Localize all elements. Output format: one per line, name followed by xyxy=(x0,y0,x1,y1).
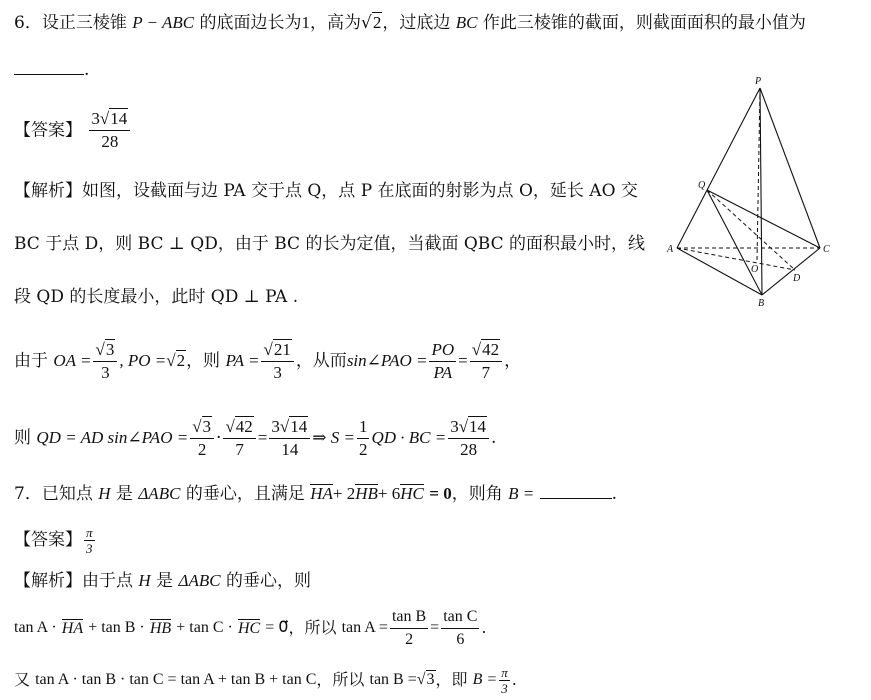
l4f: ，从而 xyxy=(295,351,347,371)
q7-sqrt3: √3 xyxy=(416,671,435,688)
q7c: 的垂心，且满足 xyxy=(185,484,305,504)
q7l2end: . xyxy=(481,618,487,637)
q7l3end: . xyxy=(511,670,517,689)
q7-answer-blank[interactable] xyxy=(540,482,612,499)
q6-answer-blank[interactable] xyxy=(14,58,84,75)
l5b: QD = AD sin∠PAO = xyxy=(36,428,189,447)
q7l1b: H xyxy=(138,571,151,590)
q7a: 已知点 xyxy=(41,484,93,504)
q7d: ，则角 xyxy=(451,484,503,504)
vec-hb: HB xyxy=(355,484,378,503)
q7l3c: ，所以 xyxy=(316,670,365,689)
analysis-label-7: 【解析】 xyxy=(14,571,82,591)
label-o: O xyxy=(751,264,759,275)
q6-analysis-line2 xyxy=(14,233,645,255)
f2: $\frac{√42}{7}$ xyxy=(223,416,255,461)
q6-text-c: ，高为 xyxy=(310,13,361,33)
segment-qd xyxy=(707,190,795,270)
q6-analysis-line5 xyxy=(14,412,496,464)
q7l1a: 由于点 xyxy=(82,571,133,591)
segment-qc xyxy=(707,190,820,248)
q7beq: B = xyxy=(508,484,535,503)
q6-analysis-text2: BC 于点 D，则 BC ⊥ QD，由于 BC 的长为定值，当截面 QBC 的面积最小时，线 xyxy=(14,234,646,254)
q6-answer xyxy=(14,108,132,158)
eq: = xyxy=(257,428,268,447)
segment-po xyxy=(757,88,760,260)
q6-analysis-line1 xyxy=(14,180,638,202)
q6-analysis-line4: 由于 OA = $\frac{√3}{3}$ , PO = √2 ，则 PA = $\frac{√21}{3}$ ，从而 sin∠PAO = $\frac{PO}{PA}$ = $\frac{√42}{7}$ ， xyxy=(14,339,522,382)
vec-ha: HA xyxy=(310,484,333,503)
answer-label-7: 【答案】 xyxy=(14,530,82,550)
q6-number: 6． xyxy=(14,13,42,33)
q7-answer xyxy=(14,522,97,558)
q6-side: 1 xyxy=(301,13,310,32)
q6-pyramid: P − ABC xyxy=(132,13,195,32)
dot: · xyxy=(216,428,222,448)
vec-hc: HC xyxy=(400,484,424,503)
q7l3d: tan B = xyxy=(369,671,417,688)
l4a: 由于 xyxy=(14,351,48,371)
l4e: PA = xyxy=(225,351,260,370)
plus6: + 6 xyxy=(377,484,401,503)
q7l1e: 的垂心，则 xyxy=(226,571,311,591)
l4c: , PO = xyxy=(119,351,167,370)
edge-cb xyxy=(762,248,820,295)
po-pa-ratio: $\frac{PO}{PA}$ xyxy=(431,339,455,382)
q6-analysis-text3: 段 QD 的长度最小，此时 QD ⊥ PA . xyxy=(14,287,299,307)
half: $\frac{1}{2}$ xyxy=(358,416,368,459)
q6-text-d: ，过底边 xyxy=(382,13,451,33)
q7-analysis-line2 xyxy=(14,604,487,652)
l5end: . xyxy=(491,428,497,448)
q7-b-fraction: $\frac{\pi}{3}$ xyxy=(501,664,508,696)
f1: $\frac{√3}{2}$ xyxy=(190,416,214,461)
po-value: √2 xyxy=(166,351,186,370)
q7l2f: tan A = xyxy=(341,619,388,636)
l5c: QD · BC = xyxy=(371,428,447,447)
q7l2e: ，所以 xyxy=(288,618,337,637)
l4d: ，则 xyxy=(186,351,221,371)
q6-answer-fraction: $\frac{3√14}{28}$ xyxy=(89,108,130,153)
pa-fraction: $\frac{√21}{3}$ xyxy=(261,339,293,384)
q6-analysis-text1: 如图，设截面与边 PA 交于点 Q，点 P 在底面的射影为点 O，延长 AO 交 xyxy=(82,181,638,201)
q6-analysis-line3 xyxy=(14,286,298,308)
q7l3a: 又 xyxy=(14,670,31,689)
q6-text-b: 的底面边长为 xyxy=(199,13,302,33)
q6-period: . xyxy=(84,60,90,80)
q7l1c: 是 xyxy=(156,571,174,591)
label-a: A xyxy=(667,244,674,255)
l4b: OA = xyxy=(53,351,92,370)
q7-stem xyxy=(14,482,617,505)
q7l2b: + tan B · xyxy=(88,619,145,636)
edge-pc xyxy=(760,88,820,248)
q6-text-a: 设正三棱锥 xyxy=(41,13,127,33)
q7end: . xyxy=(611,484,618,504)
q7-analysis-line1 xyxy=(14,570,311,592)
label-d: D xyxy=(793,273,801,284)
f3: $\frac{3√14}{14}$ xyxy=(269,416,310,461)
label-q: Q xyxy=(698,180,706,191)
q7-number: 7． xyxy=(14,484,42,504)
oa-fraction: $\frac{√3}{3}$ xyxy=(93,339,117,384)
l5a: 则 xyxy=(14,428,31,448)
pyramid-figure xyxy=(665,70,840,310)
q7l2g: = xyxy=(430,619,440,636)
q7l2a: tan A · xyxy=(14,619,57,636)
q7l3f: B = xyxy=(472,671,498,688)
q7l2v1: HA xyxy=(61,619,84,637)
label-p: P xyxy=(755,76,762,87)
t1: $\frac{\text{tan B}}{2}$ xyxy=(391,607,427,648)
f4: $\frac{3√14}{28}$ xyxy=(448,416,489,461)
l4end: ， xyxy=(504,351,522,371)
label-b: B xyxy=(758,298,765,309)
q7l1d: ΔABC xyxy=(178,571,221,590)
q7l2v3: HC xyxy=(237,619,261,637)
q6-stem xyxy=(14,12,806,34)
l4g: sin∠PAO = xyxy=(346,351,428,370)
q7-answer-fraction: $\frac{\pi}{3}$ xyxy=(86,524,93,556)
label-c: C xyxy=(823,244,830,255)
ratio-value: $\frac{√42}{7}$ xyxy=(470,339,502,384)
q7b: 是 xyxy=(115,484,133,504)
implies: ⇒ S = xyxy=(312,428,355,447)
q7l2c: + tan C · xyxy=(176,619,233,636)
q6-height: √2 xyxy=(361,13,382,33)
q6-text-e: 作此三棱锥的截面，则截面面积的最小值为 xyxy=(482,13,806,33)
q6-blank-line xyxy=(14,58,89,81)
analysis-label: 【解析】 xyxy=(14,181,82,201)
q6-edge: BC xyxy=(455,13,478,32)
edge-pa xyxy=(677,88,760,248)
q7l3e: ，即 xyxy=(435,670,468,689)
segment-ad xyxy=(677,248,795,270)
plus2: + 2 xyxy=(332,484,356,503)
q7l2d: = 0⃗ xyxy=(265,619,289,636)
q7l2v2: HB xyxy=(149,619,172,637)
eq0: = 0 xyxy=(429,484,452,503)
q7l3b: tan A · tan B · tan C = tan A + tan B + tan C xyxy=(35,671,317,688)
q7tri: ΔABC xyxy=(138,484,181,503)
q7h: H xyxy=(98,484,111,503)
t2: $\frac{\text{tan C}}{6}$ xyxy=(443,607,478,648)
answer-label: 【答案】 xyxy=(14,120,82,141)
q7-analysis-line3 xyxy=(14,662,517,698)
